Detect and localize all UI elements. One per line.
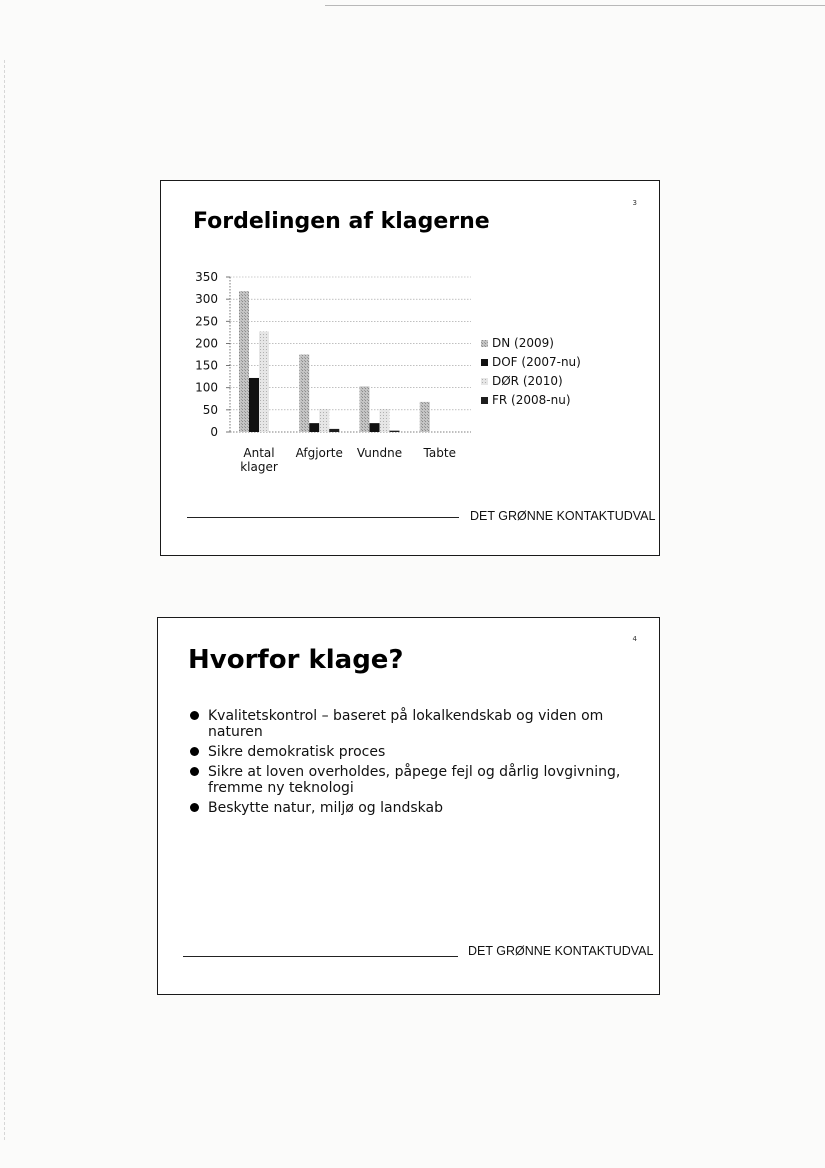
slide-title: Fordelingen af klagerne	[193, 209, 490, 234]
y-tick-label: 150	[195, 358, 218, 373]
bar	[309, 423, 319, 432]
bullet-icon	[190, 711, 199, 720]
bar	[299, 355, 309, 433]
bar	[259, 331, 269, 432]
bar	[370, 423, 380, 432]
legend-swatch	[481, 359, 488, 366]
scan-margin-line	[4, 60, 5, 1140]
scan-edge-line	[325, 5, 825, 6]
x-tick-label: Vundne	[356, 446, 403, 460]
x-tick-label: Afgjorte	[295, 446, 343, 460]
footer-text: DET GRØNNE KONTAKTUDVAL	[468, 944, 654, 958]
slide-number: 4	[632, 635, 637, 643]
bullet-icon	[190, 767, 199, 776]
legend-label: FR (2008-nu)	[492, 393, 571, 407]
bar	[319, 409, 329, 432]
bullet-text: Sikre at loven overholdes, påpege fejl og dårlig lovgivning, fremme ny teknologi	[208, 764, 621, 796]
bar	[239, 291, 249, 432]
bullet-text: Sikre demokratisk proces	[208, 744, 386, 760]
bullet-icon	[190, 747, 199, 756]
bullet-icon	[190, 803, 199, 812]
footer-text: DET GRØNNE KONTAKTUDVAL	[470, 509, 656, 523]
legend-label: DOF (2007-nu)	[492, 355, 581, 369]
bullet-item	[188, 708, 628, 740]
x-tick-label	[240, 446, 278, 474]
bar	[380, 409, 390, 432]
slide-title: Hvorfor klage?	[188, 645, 404, 675]
x-tick-label-line: Antal	[243, 446, 275, 460]
bullet-item	[188, 744, 628, 760]
footer-rule	[183, 956, 458, 957]
bullet-text: Kvalitetskontrol – baseret på lokalkendskab og viden om naturen	[208, 708, 604, 740]
bullet-item	[188, 764, 628, 796]
legend-label: DØR (2010)	[492, 374, 563, 388]
legend-swatch	[481, 340, 488, 347]
y-tick-label: 350	[195, 270, 218, 284]
bar	[420, 402, 430, 432]
legend-swatch	[481, 397, 488, 404]
bullet-item	[188, 800, 628, 816]
y-tick-label: 300	[195, 292, 218, 307]
bar	[249, 378, 259, 432]
bullet-list	[188, 708, 628, 820]
bar-chart	[161, 181, 659, 501]
y-tick-label: 50	[202, 402, 218, 417]
bar	[390, 431, 400, 432]
y-tick-label: 100	[195, 380, 218, 395]
slide-number: 3	[632, 199, 637, 207]
x-tick-label-line: klager	[240, 460, 278, 474]
legend-label: DN (2009)	[492, 336, 554, 350]
y-tick-label: 0	[210, 425, 218, 439]
legend-swatch	[481, 378, 488, 385]
y-tick-label: 250	[195, 314, 218, 329]
slide-4	[157, 617, 660, 995]
footer-rule	[187, 517, 459, 518]
bar	[360, 386, 370, 432]
bullet-text: Beskytte natur, miljø og landskab	[208, 800, 443, 816]
y-tick-label: 200	[195, 336, 218, 351]
bar	[329, 429, 339, 432]
x-tick-label: Tabte	[423, 446, 456, 460]
slide-3	[160, 180, 660, 556]
